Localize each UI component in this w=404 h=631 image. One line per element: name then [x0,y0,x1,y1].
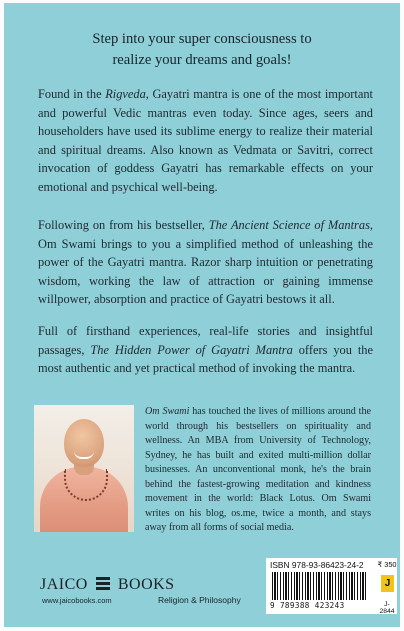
genre-label: Religion & Philosophy [158,595,241,605]
jaico-logo-icon [94,574,112,592]
tagline-line-2: realize your dreams and goals! [112,52,292,68]
barcode-box [266,558,377,614]
back-cover [4,3,400,627]
price-tab [377,558,397,614]
isbn-label: ISBN 978-93-86423-24-2 [270,560,364,570]
para2-emphasis: The Ancient Science of Mantras, [208,218,373,232]
catalog-code: J-2844 [379,601,395,615]
description-paragraph-2 [38,216,373,309]
author-photo [34,405,134,532]
description-paragraph-1 [38,85,373,197]
para2-pre: Following on from his bestseller, [38,218,209,232]
para2-post: Om Swami brings to you a simplified method of unleashing the power of the Gayatri mantra. Razor sharp intuition or penetrating wisdom, working the law of attraction or gaining immense willpower, absorption and practice of Gayatri bestows it all. [38,236,373,307]
publisher-name-right: BOOKS [117,576,175,593]
head-shape [64,419,104,467]
para1-emphasis: Rigveda, [105,87,149,101]
barcode-digits: 9 789388 423243 [270,601,345,610]
tagline [4,29,400,71]
description-paragraph-3 [38,322,373,378]
tagline-line-1: Step into your super consciousness to [92,31,312,47]
para1-pre: Found in the [38,87,106,101]
publisher-logo [40,574,175,594]
author-name: Om Swami [145,406,190,417]
para3-emphasis: The Hidden Power of Gayatri Mantra [90,342,293,357]
jaico-badge-icon: J [381,575,394,592]
publisher-name-left: JAICO [40,576,88,593]
author-bio-text: has touched the lives of millions around the world through his bestsellers on spirituality and wellness. An MBA from University of Technology, Sydney, he has built and exited multi-million dollar businesses. An unconventional monk, he's the brain behind the fastest-growing meditation and kindness movement in the world: Black Lotus. Om Swami writes on his blog, os.me, twice a month, and stays away from all forms of social media. [145,406,371,533]
price-label: ₹ 350 [377,560,397,569]
barcode-icon [272,572,368,600]
publisher-website: www.jaicobooks.com [42,596,112,605]
para3-post: offers you the most authentic and yet practical method of invoking the mantra. [38,342,373,376]
para3-pre: Full of firsthand experiences, real-life stories and insightful passages, [38,324,373,357]
author-bio [145,405,371,536]
para1-post: Gayatri mantra is one of the most important and powerful Vedic mantras even today. Since ages, seers and householders have used its sublime energy to realize their material and spiritual dreams. Also known as Vedmata or Savitri, correct invocation of goddess Gayatri has remarkable effects on your emotional and psychical well-being. [38,87,373,194]
